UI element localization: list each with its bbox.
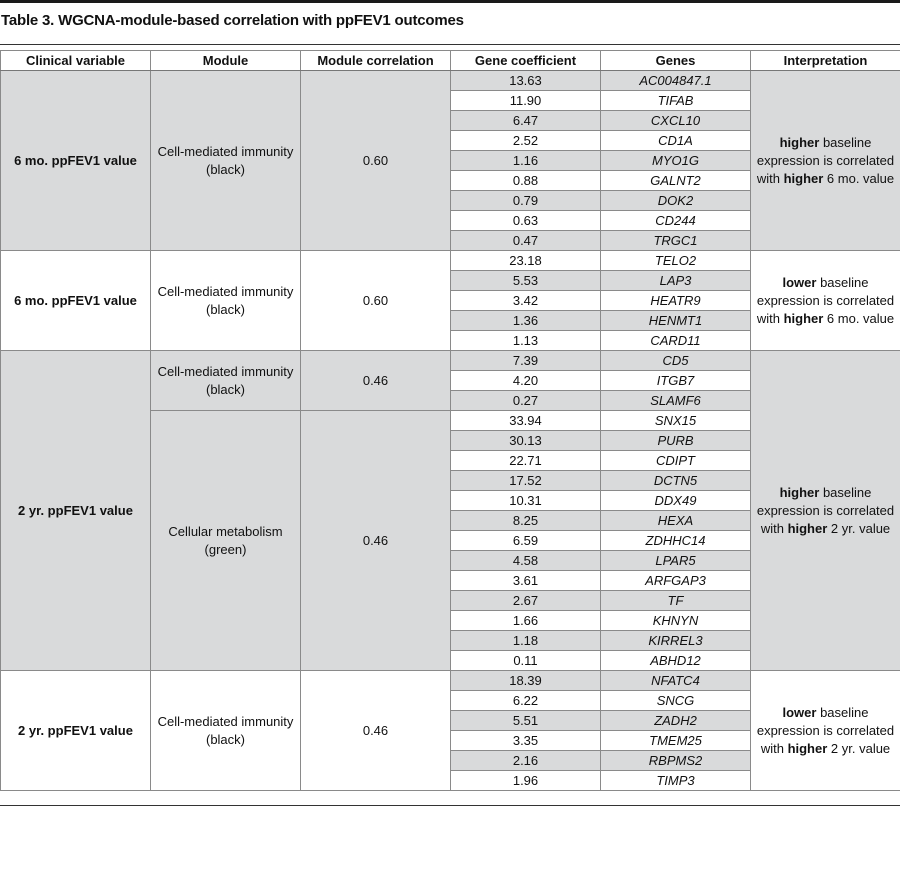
interpretation-cell (751, 351, 900, 671)
interpretation-tail: 2 yr. value (827, 740, 891, 756)
gene-cell: SNCG (601, 691, 751, 711)
interpretation-direction: lower (782, 704, 817, 720)
gene-coefficient-cell: 5.53 (451, 271, 601, 291)
gene-cell: HENMT1 (601, 311, 751, 331)
interpretation-target: higher (787, 520, 828, 536)
gene-cell: ITGB7 (601, 371, 751, 391)
gene-coefficient-cell: 0.27 (451, 391, 601, 411)
gene-coefficient-cell: 3.35 (451, 731, 601, 751)
column-header-genes: Genes (601, 51, 751, 71)
table-row (1, 251, 900, 271)
table-row (1, 71, 900, 91)
clinical-variable-cell: 6 mo. ppFEV1 value (1, 251, 151, 351)
gene-coefficient-cell: 2.16 (451, 751, 601, 771)
gene-coefficient-cell: 1.16 (451, 151, 601, 171)
gene-cell: TIFAB (601, 91, 751, 111)
table-row (1, 351, 900, 371)
gene-cell: PURB (601, 431, 751, 451)
interpretation-direction: lower (782, 274, 817, 290)
module-cell: Cell-mediated immunity (black) (151, 671, 301, 791)
interpretation-text: baseline expression is correlated with (756, 704, 895, 756)
gene-coefficient-cell: 0.79 (451, 191, 601, 211)
interpretation-text: baseline expression is correlated with (756, 484, 895, 536)
gene-coefficient-cell: 13.63 (451, 71, 601, 91)
column-header-module: Module (151, 51, 301, 71)
gene-cell: ABHD12 (601, 651, 751, 671)
gene-coefficient-cell: 3.61 (451, 571, 601, 591)
gene-cell: TRGC1 (601, 231, 751, 251)
module-cell: Cellular metabolism (green) (151, 411, 301, 671)
module-cell: Cell-mediated immunity (black) (151, 351, 301, 411)
gene-cell: RBPMS2 (601, 751, 751, 771)
gene-cell: ZDHHC14 (601, 531, 751, 551)
gene-coefficient-cell: 4.20 (451, 371, 601, 391)
gene-cell: ZADH2 (601, 711, 751, 731)
gene-coefficient-cell: 1.66 (451, 611, 601, 631)
gene-cell: TELO2 (601, 251, 751, 271)
gene-cell: GALNT2 (601, 171, 751, 191)
module-correlation-cell: 0.60 (301, 71, 451, 251)
interpretation-tail: 6 mo. value (823, 310, 895, 326)
gene-cell: DOK2 (601, 191, 751, 211)
gene-cell: KIRREL3 (601, 631, 751, 651)
interpretation-text: baseline expression is correlated with (756, 274, 895, 326)
table-row (1, 671, 900, 691)
gene-coefficient-cell: 6.22 (451, 691, 601, 711)
gene-coefficient-cell: 1.13 (451, 331, 601, 351)
module-cell: Cell-mediated immunity (black) (151, 71, 301, 251)
interpretation-tail: 6 mo. value (823, 170, 895, 186)
gene-cell: TMEM25 (601, 731, 751, 751)
gene-coefficient-cell: 23.18 (451, 251, 601, 271)
clinical-variable-cell: 2 yr. ppFEV1 value (1, 351, 151, 671)
gene-cell: TF (601, 591, 751, 611)
table-body (1, 71, 900, 791)
interpretation-cell (751, 251, 900, 351)
interpretation-cell (751, 71, 900, 251)
gene-coefficient-cell: 33.94 (451, 411, 601, 431)
results-table (0, 50, 900, 791)
gene-coefficient-cell: 11.90 (451, 91, 601, 111)
gene-cell: AC004847.1 (601, 71, 751, 91)
module-correlation-cell: 0.60 (301, 251, 451, 351)
interpretation-direction: higher (779, 484, 820, 500)
module-correlation-cell: 0.46 (301, 411, 451, 671)
interpretation-target: higher (787, 740, 828, 756)
gene-cell: ARFGAP3 (601, 571, 751, 591)
gene-cell: CD1A (601, 131, 751, 151)
gene-coefficient-cell: 17.52 (451, 471, 601, 491)
gene-coefficient-cell: 10.31 (451, 491, 601, 511)
gene-cell: CD5 (601, 351, 751, 371)
gene-coefficient-cell: 6.47 (451, 111, 601, 131)
column-header-interpretation: Interpretation (751, 51, 900, 71)
bottom-rule (0, 805, 900, 806)
gene-coefficient-cell: 18.39 (451, 671, 601, 691)
gene-cell: HEATR9 (601, 291, 751, 311)
module-correlation-cell: 0.46 (301, 351, 451, 411)
interpretation-text: baseline expression is correlated with (756, 134, 895, 186)
column-header-gene-coefficient: Gene coefficient (451, 51, 601, 71)
gene-cell: KHNYN (601, 611, 751, 631)
gene-cell: CD244 (601, 211, 751, 231)
gene-coefficient-cell: 1.18 (451, 631, 601, 651)
gene-coefficient-cell: 5.51 (451, 711, 601, 731)
gene-cell: LPAR5 (601, 551, 751, 571)
module-cell: Cell-mediated immunity (black) (151, 251, 301, 351)
table-title: Table 3. WGCNA-module-based correlation with ppFEV1 outcomes (1, 12, 464, 29)
gene-coefficient-cell: 4.58 (451, 551, 601, 571)
column-header-clinical-variable: Clinical variable (1, 51, 151, 71)
interpretation-tail: 2 yr. value (827, 520, 891, 536)
gene-cell: CXCL10 (601, 111, 751, 131)
gene-cell: CARD11 (601, 331, 751, 351)
interpretation-target: higher (783, 170, 824, 186)
gene-cell: MYO1G (601, 151, 751, 171)
top-rule (0, 0, 900, 3)
gene-cell: LAP3 (601, 271, 751, 291)
gene-coefficient-cell: 2.67 (451, 591, 601, 611)
interpretation-target: higher (783, 310, 824, 326)
interpretation-cell (751, 671, 900, 791)
column-header-module-correlation: Module correlation (301, 51, 451, 71)
gene-coefficient-cell: 0.88 (451, 171, 601, 191)
gene-cell: DCTN5 (601, 471, 751, 491)
gene-coefficient-cell: 8.25 (451, 511, 601, 531)
gene-coefficient-cell: 7.39 (451, 351, 601, 371)
gene-cell: TIMP3 (601, 771, 751, 791)
clinical-variable-cell: 6 mo. ppFEV1 value (1, 71, 151, 251)
gene-cell: DDX49 (601, 491, 751, 511)
module-correlation-cell: 0.46 (301, 671, 451, 791)
header-row (1, 51, 900, 71)
gene-cell: SNX15 (601, 411, 751, 431)
gene-cell: SLAMF6 (601, 391, 751, 411)
gene-coefficient-cell: 6.59 (451, 531, 601, 551)
gene-coefficient-cell: 3.42 (451, 291, 601, 311)
gene-coefficient-cell: 0.47 (451, 231, 601, 251)
header-rule (0, 44, 900, 45)
interpretation-direction: higher (779, 134, 820, 150)
gene-coefficient-cell: 22.71 (451, 451, 601, 471)
gene-coefficient-cell: 1.36 (451, 311, 601, 331)
gene-coefficient-cell: 0.63 (451, 211, 601, 231)
gene-coefficient-cell: 0.11 (451, 651, 601, 671)
gene-cell: HEXA (601, 511, 751, 531)
clinical-variable-cell: 2 yr. ppFEV1 value (1, 671, 151, 791)
gene-coefficient-cell: 30.13 (451, 431, 601, 451)
gene-cell: NFATC4 (601, 671, 751, 691)
gene-coefficient-cell: 2.52 (451, 131, 601, 151)
gene-coefficient-cell: 1.96 (451, 771, 601, 791)
gene-cell: CDIPT (601, 451, 751, 471)
